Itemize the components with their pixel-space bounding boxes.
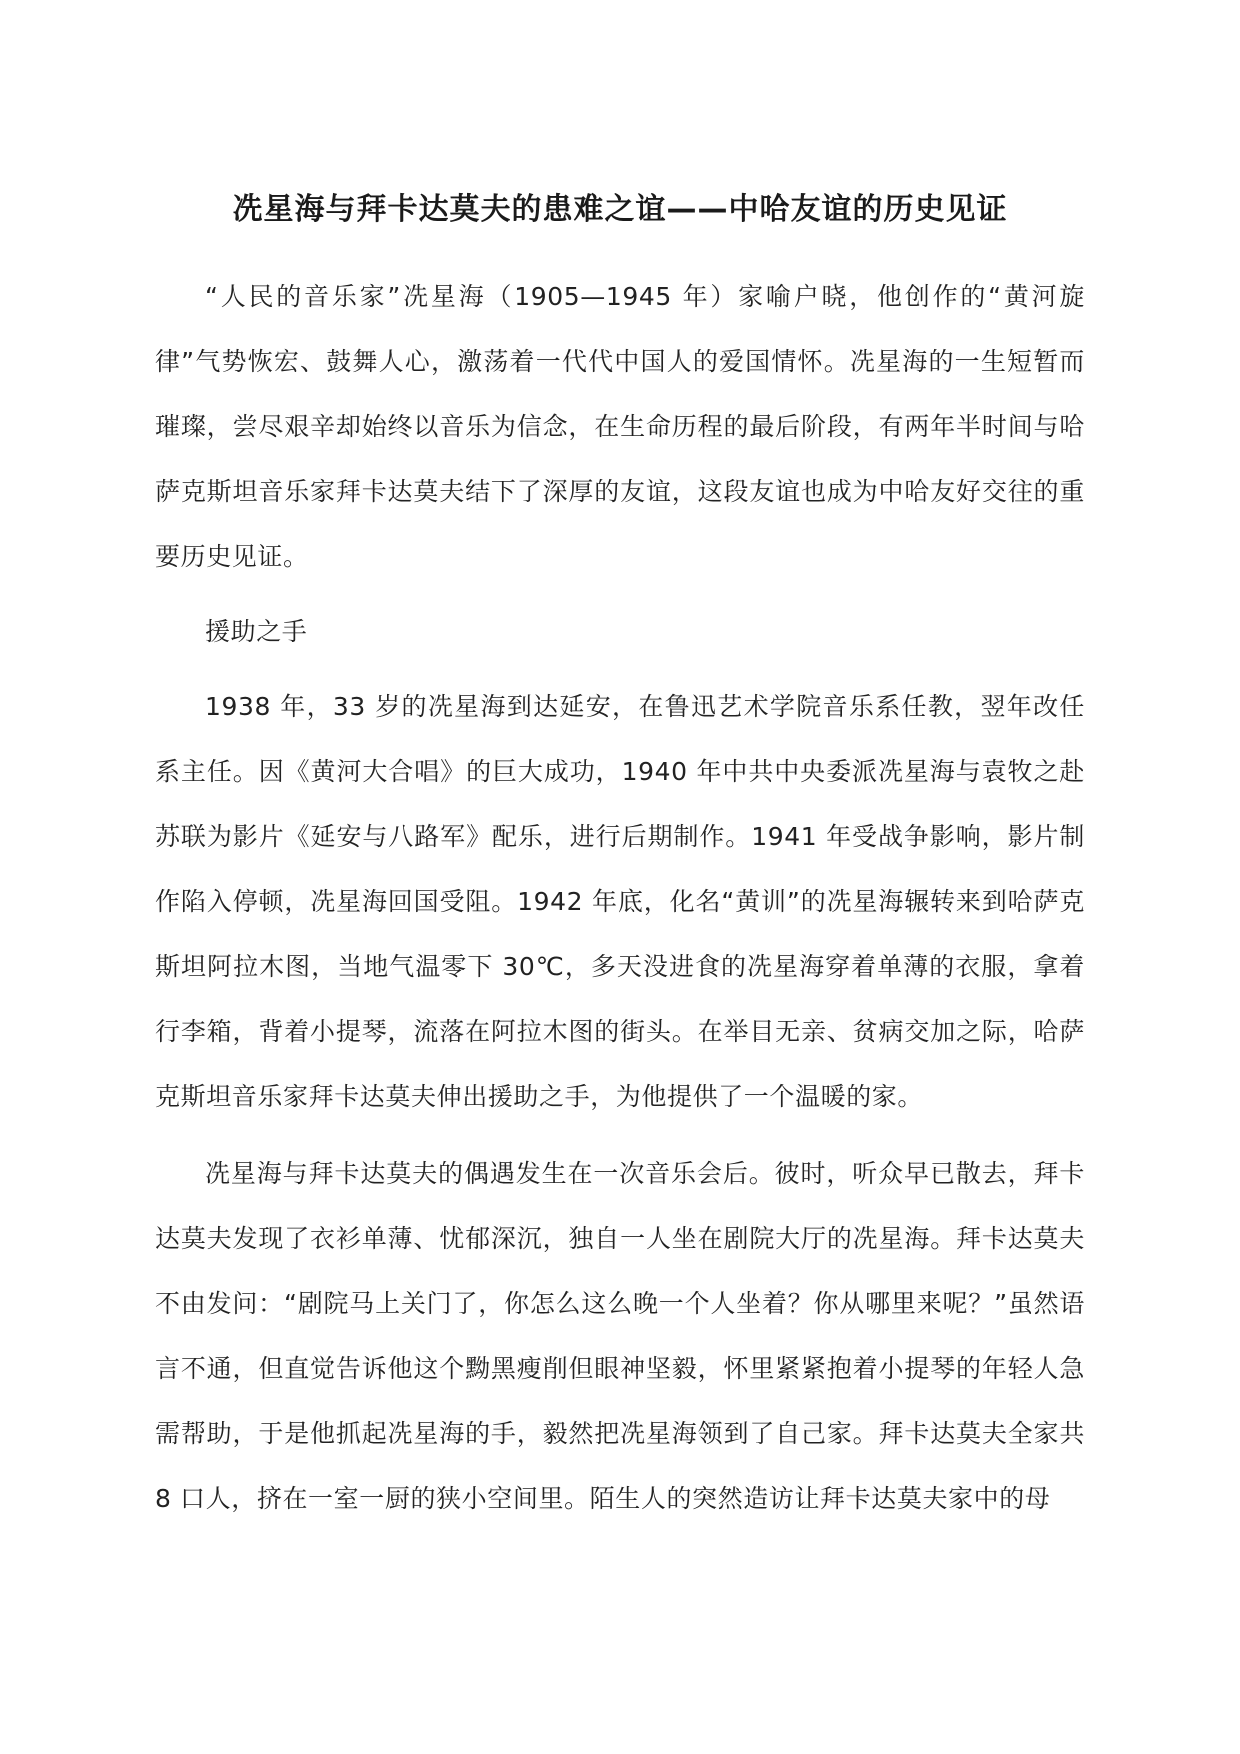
document-title: 冼星海与拜卡达莫夫的患难之谊——中哈友谊的历史见证 (232, 192, 1008, 227)
section-heading: 援助之手 (205, 617, 308, 646)
body-paragraph: 1938 年，33 岁的冼星海到达延安，在鲁迅艺术学院音乐系任教，翌年改任系主任。因《黄河大合唱》的巨大成功，1940 年中共中央委派冼星海与袁牧之赴苏联为影片《延安与八路军》配乐，进行后期制作。1941 年受战争影响，影片制作陷入停顿，冼星海回国受阻。1942 年底，化名“黄训”的冼星海辗转来到哈萨克斯坦阿拉木图，当地气温零下 30℃，多天没进食的冼星海穿着单薄的衣服，拿着行李箱，背着小提琴，流落在阿拉木图的街头。在举目无亲、贫病交加之际，哈萨克斯坦音乐家拜卡达莫夫伸出援助之手，为他提供了一个温暖的家。 (155, 692, 1085, 1111)
body-paragraph: 冼星海与拜卡达莫夫的偶遇发生在一次音乐会后。彼时，听众早已散去，拜卡达莫夫发现了衣衫单薄、忧郁深沉，独自一人坐在剧院大厅的冼星海。拜卡达莫夫不由发问：“剧院马上关门了，你怎么这么晚一个人坐着？你从哪里来呢？”虽然语言不通，但直觉告诉他这个黝黑瘦削但眼神坚毅，怀里紧紧抱着小提琴的年轻人急需帮助，于是他抓起冼星海的手，毅然把冼星海领到了自己家。拜卡达莫夫全家共 8 口人，挤在一室一厨的狭小空间里。陌生人的突然造访让拜卡达莫夫家中的母 (155, 1159, 1085, 1513)
intro-paragraph: “人民的音乐家”冼星海（1905—1945 年）家喻户晓，他创作的“黄河旋律”气势恢宏、鼓舞人心，激荡着一代代中国人的爱国情怀。冼星海的一生短暂而璀璨，尝尽艰辛却始终以音乐为信念，在生命历程的最后阶段，有两年半时间与哈萨克斯坦音乐家拜卡达莫夫结下了深厚的友谊，这段友谊也成为中哈友好交往的重要历史见证。 (155, 282, 1085, 571)
document-page (155, 188, 1085, 1531)
